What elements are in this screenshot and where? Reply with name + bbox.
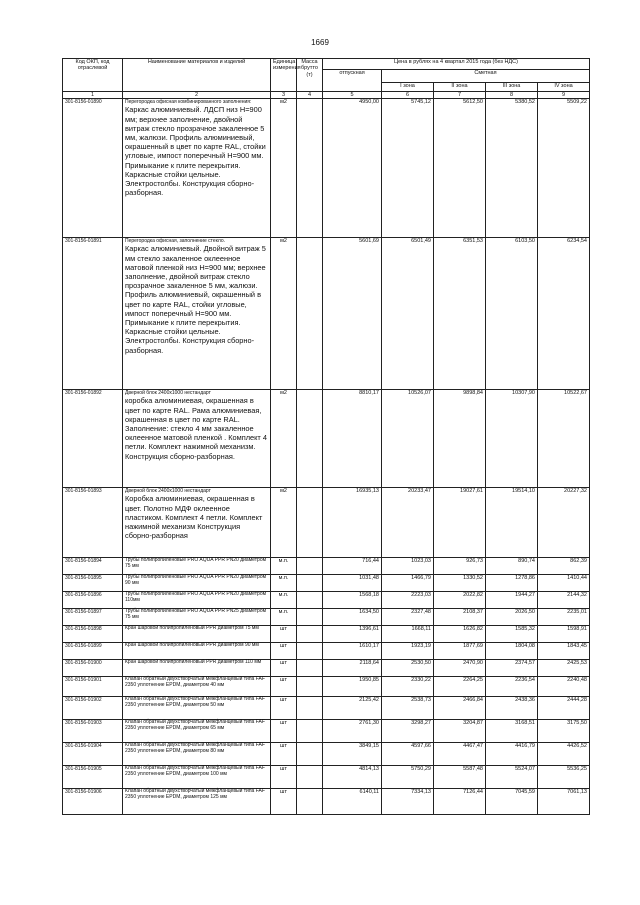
- header-zone-2: II зона: [434, 83, 486, 92]
- zone-1-price-cell: 1668,11: [382, 626, 434, 643]
- column-number: 3: [271, 92, 297, 99]
- zone-4-price-cell: 20227,32: [538, 488, 590, 558]
- item-description: коробка алюминиевая, окрашенная в цвет по карте RAL. Рама алюминиевая, окрашенная в цвет по карте RAL. Заполнение: стекло 4 мм закаленное оклеенное матовой пленкой . Комплект 4 петли. Комплект нажимной механизм. Конструкция сборно-разборная.: [125, 396, 267, 461]
- zone-2-price-cell: 1330,52: [434, 575, 486, 592]
- zone-3-price-cell: 10307,90: [486, 390, 538, 488]
- mass-cell: [297, 609, 323, 626]
- zone-1-price-cell: 1023,03: [382, 558, 434, 575]
- zone-1-price-cell: 1923,19: [382, 643, 434, 660]
- release-price-cell: 3849,15: [323, 743, 382, 766]
- mass-cell: [297, 697, 323, 720]
- table-row: [63, 743, 590, 766]
- zone-1-price-cell: 2327,48: [382, 609, 434, 626]
- column-number: 2: [123, 92, 271, 99]
- unit-cell: шт: [271, 697, 297, 720]
- name-cell: [123, 720, 271, 743]
- table-row: [63, 643, 590, 660]
- mass-cell: [297, 592, 323, 609]
- zone-1-price-cell: 2538,73: [382, 697, 434, 720]
- item-name-header: Клапан обратный двухстворчатый межфланцевый типа FAF 2350 уплотнение EPDM, диаметром 100 мм: [125, 765, 265, 778]
- unit-cell: м.п.: [271, 575, 297, 592]
- unit-cell: шт: [271, 789, 297, 815]
- code-cell: 301-8156-01894: [63, 558, 123, 575]
- name-cell: [123, 592, 271, 609]
- zone-4-price-cell: 4426,52: [538, 743, 590, 766]
- column-number: 8: [486, 92, 538, 99]
- name-cell: [123, 390, 271, 488]
- release-price-cell: 8810,17: [323, 390, 382, 488]
- column-number: 7: [434, 92, 486, 99]
- code-cell: 301-8156-01901: [63, 677, 123, 697]
- mass-cell: [297, 99, 323, 238]
- unit-cell: шт: [271, 643, 297, 660]
- name-cell: [123, 238, 271, 390]
- mass-cell: [297, 558, 323, 575]
- code-cell: 301-8156-01905: [63, 766, 123, 789]
- zone-4-price-cell: 5509,22: [538, 99, 590, 238]
- release-price-cell: 1634,50: [323, 609, 382, 626]
- header-estimate: Сметная: [382, 70, 590, 83]
- table-row: [63, 720, 590, 743]
- zone-4-price-cell: 2444,28: [538, 697, 590, 720]
- release-price-cell: 2761,30: [323, 720, 382, 743]
- zone-4-price-cell: 1598,91: [538, 626, 590, 643]
- unit-cell: м2: [271, 99, 297, 238]
- code-cell: 301-8156-01903: [63, 720, 123, 743]
- table-row: [63, 677, 590, 697]
- unit-cell: шт: [271, 720, 297, 743]
- unit-cell: шт: [271, 677, 297, 697]
- column-number-row: [63, 92, 590, 99]
- item-name-header: Дверной блок 2400х1000 нестандарт: [125, 488, 211, 495]
- header-row: [63, 59, 590, 70]
- zone-2-price-cell: 926,73: [434, 558, 486, 575]
- unit-cell: м.п.: [271, 609, 297, 626]
- release-price-cell: 1396,61: [323, 626, 382, 643]
- unit-cell: м.п.: [271, 592, 297, 609]
- release-price-cell: 1031,48: [323, 575, 382, 592]
- zone-3-price-cell: 2374,57: [486, 660, 538, 677]
- table-row: [63, 766, 590, 789]
- unit-cell: м2: [271, 238, 297, 390]
- mass-cell: [297, 488, 323, 558]
- zone-1-price-cell: 1466,79: [382, 575, 434, 592]
- table-row: [63, 592, 590, 609]
- mass-cell: [297, 575, 323, 592]
- code-cell: 301-8156-01902: [63, 697, 123, 720]
- code-cell: 301-8156-01906: [63, 789, 123, 815]
- zone-1-price-cell: 5745,12: [382, 99, 434, 238]
- zone-3-price-cell: 1804,08: [486, 643, 538, 660]
- item-name-header: Дверной блок 2400х1000 нестандарт: [125, 390, 211, 397]
- zone-4-price-cell: 2425,53: [538, 660, 590, 677]
- zone-2-price-cell: 19027,61: [434, 488, 486, 558]
- zone-2-price-cell: 2022,82: [434, 592, 486, 609]
- item-name-header: Трубы полипропиленовые PRO AQUA PPR PN25 диаметром 75 мм: [125, 608, 267, 621]
- name-cell: [123, 575, 271, 592]
- header-zone-1: I зона: [382, 83, 434, 92]
- item-name-header: Трубы полипропиленовые PRO AQUA PPR PN20 диаметром 110мм: [125, 591, 267, 604]
- header-unit: Единица измерения: [271, 59, 297, 92]
- zone-3-price-cell: 2236,54: [486, 677, 538, 697]
- mass-cell: [297, 677, 323, 697]
- table-row: [63, 609, 590, 626]
- column-number: 4: [297, 92, 323, 99]
- mass-cell: [297, 743, 323, 766]
- name-cell: [123, 643, 271, 660]
- code-cell: 301-8156-01892: [63, 390, 123, 488]
- mass-cell: [297, 626, 323, 643]
- zone-4-price-cell: 5536,25: [538, 766, 590, 789]
- release-price-cell: 5601,69: [323, 238, 382, 390]
- code-cell: 301-8156-01896: [63, 592, 123, 609]
- unit-cell: шт: [271, 766, 297, 789]
- zone-3-price-cell: 1944,27: [486, 592, 538, 609]
- zone-4-price-cell: 1410,44: [538, 575, 590, 592]
- item-description: Каркас алюминиевый. ЛДСП низ H=900 мм; верхнее заполнение, двойной витраж стекло прозрачное закаленное 5 мм, жалюзи. Профиль алюминиевый, окрашенный в цвет по карте RAL, стойки угловые, импост поперечный H=900 мм. Примыкание к плите перекрытия. Каркасные стойки цельные. Электростолбы. Конструкция сборно-разборная.: [125, 105, 266, 198]
- zone-4-price-cell: 2240,48: [538, 677, 590, 697]
- header-name: Наименование материалов и изделий: [123, 59, 271, 92]
- name-cell: [123, 677, 271, 697]
- zone-3-price-cell: 5524,07: [486, 766, 538, 789]
- table-row: [63, 660, 590, 677]
- zone-1-price-cell: 2223,03: [382, 592, 434, 609]
- item-name-header: Клапан обратный двухстворчатый межфланцевый типа FAF 2350 уплотнение EPDM, диаметром 80 мм: [125, 742, 265, 755]
- zone-1-price-cell: 6501,49: [382, 238, 434, 390]
- mass-cell: [297, 789, 323, 815]
- name-cell: [123, 609, 271, 626]
- zone-4-price-cell: 2144,32: [538, 592, 590, 609]
- release-price-cell: 2118,64: [323, 660, 382, 677]
- zone-2-price-cell: 6351,53: [434, 238, 486, 390]
- zone-2-price-cell: 3204,87: [434, 720, 486, 743]
- zone-3-price-cell: 4416,79: [486, 743, 538, 766]
- item-name-header: Кран шаровой полипропиленовый PPR диаметром 75 мм: [125, 625, 259, 632]
- zone-1-price-cell: 2530,50: [382, 660, 434, 677]
- release-price-cell: 4814,13: [323, 766, 382, 789]
- item-name-header: Кран шаровой полипропиленовый PPR диаметром 90 мм: [125, 642, 259, 649]
- header-zone-3: III зона: [486, 83, 538, 92]
- code-cell: 301-8156-01895: [63, 575, 123, 592]
- name-cell: [123, 488, 271, 558]
- item-name-header: Клапан обратный двухстворчатый межфланцевый типа FAF 2350 уплотнение EPDM, диаметром 50 мм: [125, 696, 265, 709]
- zone-2-price-cell: 9898,84: [434, 390, 486, 488]
- code-cell: 301-8156-01891: [63, 238, 123, 390]
- zone-3-price-cell: 6103,50: [486, 238, 538, 390]
- table-row: [63, 238, 590, 390]
- item-description: Каркас алюминиевый. Двойной витраж 5 мм стекло закаленное оклеенное матовой пленкой низ H=900 мм; верхнее заполнение, двойной витраж стекло прозрачное закаленное 5 мм, жалюзи. Профиль алюминиевый, окрашенный в цвет по карте RAL, стойки угловые, импост поперечный H=900 мм. Примыкание к плите перекрытия. Каркасные стойки цельные. Электростолбы. Конструкция сборно-разборная.: [125, 244, 266, 355]
- column-number: 9: [538, 92, 590, 99]
- code-cell: 301-8156-01899: [63, 643, 123, 660]
- zone-3-price-cell: 1585,32: [486, 626, 538, 643]
- mass-cell: [297, 238, 323, 390]
- item-name-header: Трубы полипропиленовые PRO AQUA PPR PN20 диаметром 90 мм: [125, 574, 267, 587]
- mass-cell: [297, 643, 323, 660]
- header-price-group: Цена в рублях на 4 квартал 2015 года (без НДС): [323, 59, 590, 70]
- name-cell: [123, 626, 271, 643]
- name-cell: [123, 697, 271, 720]
- table-row: [63, 99, 590, 238]
- zone-3-price-cell: 1278,86: [486, 575, 538, 592]
- header-code: Код ОКП, код отраслевой: [63, 59, 123, 92]
- table-row: [63, 390, 590, 488]
- release-price-cell: 2125,42: [323, 697, 382, 720]
- code-cell: 301-8156-01904: [63, 743, 123, 766]
- item-name-header: Клапан обратный двухстворчатый межфланцевый типа FAF 2350 уплотнение EPDM, диаметром 125 мм: [125, 788, 265, 801]
- zone-1-price-cell: 7334,13: [382, 789, 434, 815]
- name-cell: [123, 660, 271, 677]
- table-row: [63, 626, 590, 643]
- price-table: [62, 58, 590, 815]
- item-name-header: Клапан обратный двухстворчатый межфланцевый типа FAF 2350 уплотнение EPDM, диаметром 65 мм: [125, 719, 265, 732]
- release-price-cell: 1950,85: [323, 677, 382, 697]
- zone-4-price-cell: 7061,13: [538, 789, 590, 815]
- name-cell: [123, 99, 271, 238]
- zone-3-price-cell: 2438,36: [486, 697, 538, 720]
- unit-cell: шт: [271, 626, 297, 643]
- zone-2-price-cell: 5612,50: [434, 99, 486, 238]
- item-name-header: Клапан обратный двухстворчатый межфланцевый типа FAF 2350 уплотнение EPDM, диаметром 40 мм: [125, 676, 265, 689]
- release-price-cell: 16935,13: [323, 488, 382, 558]
- item-name-header: Трубы полипропиленовые PRO AQUA PPR PN20 диаметром 75 мм: [125, 557, 267, 570]
- unit-cell: шт: [271, 743, 297, 766]
- zone-1-price-cell: 5750,29: [382, 766, 434, 789]
- zone-4-price-cell: 2235,01: [538, 609, 590, 626]
- code-cell: 301-8156-01893: [63, 488, 123, 558]
- mass-cell: [297, 766, 323, 789]
- table-row: [63, 488, 590, 558]
- release-price-cell: 1568,18: [323, 592, 382, 609]
- table-row: [63, 558, 590, 575]
- zone-2-price-cell: 2108,37: [434, 609, 486, 626]
- name-cell: [123, 789, 271, 815]
- zone-4-price-cell: 1843,45: [538, 643, 590, 660]
- unit-cell: м.п.: [271, 558, 297, 575]
- release-price-cell: 1610,17: [323, 643, 382, 660]
- table-row: [63, 789, 590, 815]
- zone-1-price-cell: 3298,27: [382, 720, 434, 743]
- zone-4-price-cell: 3175,50: [538, 720, 590, 743]
- code-cell: 301-8156-01890: [63, 99, 123, 238]
- zone-2-price-cell: 2466,84: [434, 697, 486, 720]
- name-cell: [123, 766, 271, 789]
- zone-4-price-cell: 862,39: [538, 558, 590, 575]
- table-row: [63, 575, 590, 592]
- zone-3-price-cell: 7045,59: [486, 789, 538, 815]
- zone-3-price-cell: 890,74: [486, 558, 538, 575]
- unit-cell: м2: [271, 390, 297, 488]
- zone-3-price-cell: 3168,51: [486, 720, 538, 743]
- zone-2-price-cell: 7126,44: [434, 789, 486, 815]
- mass-cell: [297, 660, 323, 677]
- page-number: 1669: [311, 38, 329, 47]
- zone-2-price-cell: 2470,90: [434, 660, 486, 677]
- item-name-header: Кран шаровой полипропиленовый PPR диаметром 110 мм: [125, 659, 262, 666]
- column-number: 6: [382, 92, 434, 99]
- code-cell: 301-8156-01897: [63, 609, 123, 626]
- zone-2-price-cell: 1626,82: [434, 626, 486, 643]
- unit-cell: шт: [271, 660, 297, 677]
- code-cell: 301-8156-01900: [63, 660, 123, 677]
- name-cell: [123, 743, 271, 766]
- header-mass: Масса брутто (т): [297, 59, 323, 92]
- zone-3-price-cell: 5380,52: [486, 99, 538, 238]
- zone-2-price-cell: 4467,47: [434, 743, 486, 766]
- zone-3-price-cell: 19514,10: [486, 488, 538, 558]
- release-price-cell: 716,44: [323, 558, 382, 575]
- unit-cell: м2: [271, 488, 297, 558]
- zone-1-price-cell: 4597,66: [382, 743, 434, 766]
- zone-1-price-cell: 10526,07: [382, 390, 434, 488]
- release-price-cell: 6140,11: [323, 789, 382, 815]
- zone-4-price-cell: 6234,54: [538, 238, 590, 390]
- zone-2-price-cell: 5587,48: [434, 766, 486, 789]
- item-name-header: Перегородка офисная комбинированного заполнения:: [125, 99, 252, 106]
- zone-4-price-cell: 10522,67: [538, 390, 590, 488]
- header-release: отпускная: [323, 70, 382, 92]
- mass-cell: [297, 720, 323, 743]
- release-price-cell: 4950,00: [323, 99, 382, 238]
- name-cell: [123, 558, 271, 575]
- zone-1-price-cell: 2330,22: [382, 677, 434, 697]
- column-number: 1: [63, 92, 123, 99]
- zone-2-price-cell: 2264,25: [434, 677, 486, 697]
- header-zone-4: IV зона: [538, 83, 590, 92]
- zone-3-price-cell: 2026,50: [486, 609, 538, 626]
- code-cell: 301-8156-01898: [63, 626, 123, 643]
- item-description: Коробка алюминиевая, окрашенная в цвет. Полотно МДФ оклеенное пластиком. Комплект 4 петли. Комплект нажимной механизм Конструкция сборно-разборная: [125, 494, 263, 541]
- table-row: [63, 697, 590, 720]
- zone-1-price-cell: 20233,47: [382, 488, 434, 558]
- zone-2-price-cell: 1877,69: [434, 643, 486, 660]
- item-name-header: Перегородка офисная, заполнение стекло.: [125, 238, 226, 245]
- mass-cell: [297, 390, 323, 488]
- column-number: 5: [323, 92, 382, 99]
